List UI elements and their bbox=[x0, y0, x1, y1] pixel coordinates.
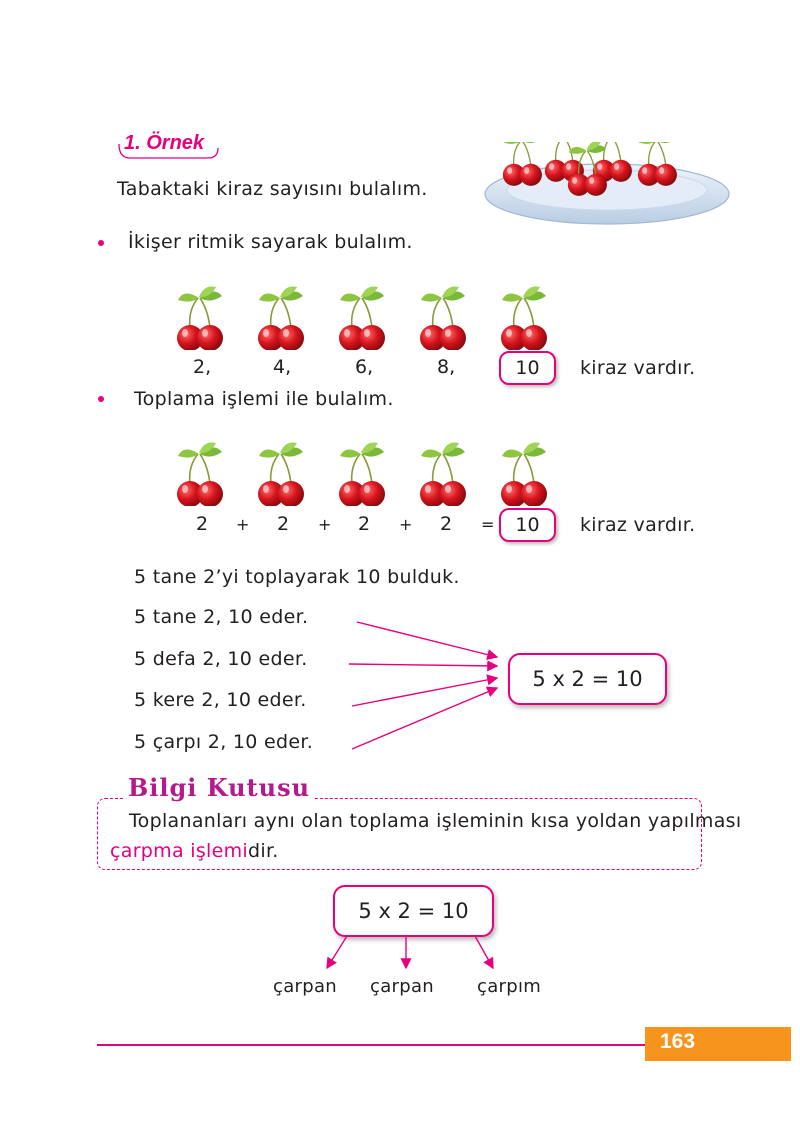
count-1: 2, bbox=[193, 356, 212, 378]
statement-1: 5 tane 2’yi toplayarak 10 bulduk. bbox=[134, 566, 460, 588]
plus-2: + bbox=[318, 515, 332, 534]
statement-5: 5 çarpı 2, 10 eder. bbox=[134, 731, 314, 753]
arrow-2 bbox=[349, 664, 497, 666]
footer-line bbox=[97, 1044, 645, 1046]
equals-sign: = bbox=[481, 515, 495, 534]
cherry-icon bbox=[258, 286, 304, 350]
cherry-icon bbox=[177, 442, 223, 506]
info-box-title: Bilgi Kutusu bbox=[124, 773, 314, 802]
arrow-3 bbox=[352, 678, 497, 706]
cherry-row-2 bbox=[172, 440, 562, 506]
term-3: 2 bbox=[358, 513, 371, 535]
cherry-plate-image bbox=[482, 142, 740, 232]
method1-suffix: kiraz vardır. bbox=[580, 357, 696, 379]
method1-label: İkişer ritmik sayarak bulalım. bbox=[128, 231, 413, 253]
cherry-icon bbox=[339, 442, 385, 506]
result-equation-box: 5 x 2 = 10 bbox=[508, 653, 667, 705]
arrow-to-product bbox=[475, 936, 493, 968]
example-question: Tabaktaki kiraz sayısını bulalım. bbox=[117, 178, 428, 200]
example-title: 1. Örnek bbox=[124, 132, 205, 154]
info-box-highlight: çarpma işlemi bbox=[110, 840, 248, 862]
statement-4: 5 kere 2, 10 eder. bbox=[134, 689, 307, 711]
statement-3: 5 defa 2, 10 eder. bbox=[134, 648, 308, 670]
arrows-to-equation bbox=[340, 610, 510, 760]
arrow-4 bbox=[352, 688, 497, 749]
method2-suffix: kiraz vardır. bbox=[580, 514, 696, 536]
info-box-text-after: dir. bbox=[248, 840, 279, 862]
term-4: 2 bbox=[440, 513, 453, 535]
cherry-icon bbox=[177, 286, 223, 350]
bullet-method2 bbox=[98, 396, 104, 402]
plus-3: + bbox=[399, 515, 413, 534]
method2-label: Toplama işlemi ile bulalım. bbox=[134, 388, 394, 410]
cherry-icon bbox=[258, 442, 304, 506]
cherry-icon bbox=[420, 286, 466, 350]
cherry-icon bbox=[339, 286, 385, 350]
count-2: 4, bbox=[273, 356, 292, 378]
arrow-to-factor-1 bbox=[327, 936, 347, 968]
cherry-icon bbox=[501, 442, 547, 506]
term-2: 2 bbox=[277, 513, 290, 535]
count-3: 6, bbox=[355, 356, 374, 378]
info-box-text-line2 bbox=[110, 840, 279, 862]
page-number: 163 bbox=[660, 1030, 696, 1053]
diagram-equation-box: 5 x 2 = 10 bbox=[333, 885, 494, 937]
cherry-icon bbox=[420, 442, 466, 506]
bullet-method1 bbox=[98, 240, 104, 246]
arrow-1 bbox=[357, 622, 497, 657]
answer-box-2: 10 bbox=[499, 508, 556, 542]
info-box-text: Toplananları aynı olan toplama işleminin kısa yoldan yapılması bbox=[129, 810, 742, 832]
cherry-row-1 bbox=[172, 284, 562, 350]
plus-1: + bbox=[236, 515, 250, 534]
term-1: 2 bbox=[196, 513, 209, 535]
label-factor-1: çarpan bbox=[273, 976, 337, 997]
diagram-arrows bbox=[315, 930, 505, 974]
answer-box-1: 10 bbox=[499, 351, 556, 385]
cherry-icon bbox=[501, 286, 547, 350]
example-title-underline bbox=[116, 140, 221, 164]
statement-2: 5 tane 2, 10 eder. bbox=[134, 606, 309, 628]
label-factor-2: çarpan bbox=[370, 976, 434, 997]
label-product: çarpım bbox=[477, 976, 542, 997]
count-4: 8, bbox=[437, 356, 456, 378]
